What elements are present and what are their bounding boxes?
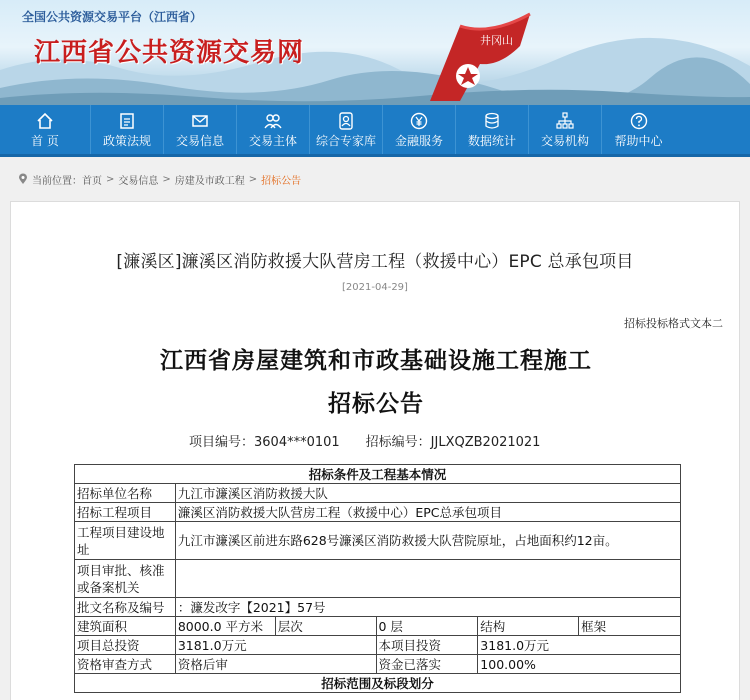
table-row <box>75 522 681 560</box>
cell-value: 100.00% <box>478 655 681 674</box>
id-line <box>189 431 540 450</box>
project-number: 项目编号：3604***0101 <box>189 435 340 450</box>
table-row <box>75 484 681 503</box>
person-badge-icon <box>337 112 355 130</box>
cell-value: 框架 <box>579 617 681 636</box>
section-header: 招标条件及工程基本情况 <box>75 465 681 484</box>
table-row <box>75 617 681 636</box>
database-icon <box>483 112 501 130</box>
cell-value: 8000.0 平方米 <box>175 617 275 636</box>
cell-label: 工程项目建设地址 <box>75 522 176 560</box>
cell-label: 项目审批、核准或备案机关 <box>75 560 176 598</box>
cell-label: 建筑面积 <box>75 617 176 636</box>
nav-item-home[interactable] <box>0 105 91 154</box>
cell-value: 3181.0万元 <box>478 636 681 655</box>
article-date: [2021-04-29] <box>342 282 408 293</box>
site-title[interactable]: 江西省公共资源交易网 <box>34 38 305 68</box>
yen-icon <box>410 112 428 130</box>
location-pin-icon <box>18 173 28 185</box>
breadcrumb-trade-info[interactable]: 交易信息 <box>118 175 159 187</box>
red-flag-logo <box>420 6 540 105</box>
nav-item-policy[interactable] <box>91 105 164 154</box>
nav-item-institutions[interactable] <box>529 105 602 154</box>
cell-label: 资金已落实 <box>376 655 478 674</box>
breadcrumb: 当前位置： 首页 > 交易信息 > 房建及市政工程 > 招标公告 <box>0 157 750 201</box>
article-title: [濂溪区]濂溪区消防救援大队营房工程（救援中心）EPC 总承包项目 <box>116 252 634 272</box>
table-row <box>75 503 681 522</box>
main-nav <box>0 105 750 157</box>
breadcrumb-construction[interactable]: 房建及市政工程 <box>174 175 245 187</box>
cell-value: 九江市濂溪区消防救援大队 <box>175 484 680 503</box>
notice-heading: 江西省房屋建筑和市政基础设施工程施工 <box>160 348 592 374</box>
site-banner <box>0 0 750 105</box>
org-tree-icon <box>556 112 574 130</box>
cell-label: 招标工程项目 <box>75 503 176 522</box>
cell-value: 九江市濂溪区前进东路628号濂溪区消防救援大队营院原址，占地面积约12亩。 <box>175 522 680 560</box>
table-row <box>75 598 681 617</box>
platform-subtitle: 全国公共资源交易平台（江西省） <box>22 10 203 24</box>
notice-subheading: 招标公告 <box>328 391 424 417</box>
cell-label: 批文名称及编号 <box>75 598 176 617</box>
nav-label: 交易主体 <box>248 133 297 148</box>
article-panel <box>10 201 740 700</box>
nav-label: 数据统计 <box>467 133 516 148</box>
cell-value: ：濂发改字【2021】57号 <box>175 598 680 617</box>
table-row <box>75 465 681 484</box>
cell-label: 层次 <box>275 617 376 636</box>
cell-value <box>175 560 680 598</box>
cell-value: 0 层 <box>376 617 478 636</box>
breadcrumb-prefix: 当前位置： <box>32 175 82 187</box>
document-icon <box>118 112 136 130</box>
bid-number: 招标编号：JJLXQZB2021021 <box>365 435 541 450</box>
cell-label: 项目总投资 <box>75 636 176 655</box>
cell-label: 结构 <box>478 617 579 636</box>
cell-value: 濂溪区消防救援大队营房工程（救援中心）EPC总承包项目 <box>175 503 680 522</box>
table-row <box>75 655 681 674</box>
nav-label: 政策法规 <box>102 133 151 148</box>
nav-label: 交易信息 <box>175 133 224 148</box>
flag-text: 井冈山 <box>480 34 513 47</box>
nav-item-trade-info[interactable] <box>164 105 237 154</box>
format-note: 招标投标格式文本二 <box>624 317 723 330</box>
group-icon <box>264 112 282 130</box>
home-icon <box>36 112 54 130</box>
nav-item-statistics[interactable] <box>456 105 529 154</box>
bid-info-table <box>74 464 681 693</box>
breadcrumb-current: 招标公告 <box>261 175 302 187</box>
help-icon <box>630 112 648 130</box>
nav-label: 首 页 <box>31 133 59 148</box>
cell-value: 资格后审 <box>175 655 376 674</box>
section-header: 招标范围及标段划分 <box>75 674 681 693</box>
cell-label: 资格审查方式 <box>75 655 176 674</box>
breadcrumb-home[interactable]: 首页 <box>82 175 102 187</box>
table-row <box>75 560 681 598</box>
nav-label: 综合专家库 <box>315 133 376 148</box>
nav-item-help[interactable] <box>602 105 675 154</box>
nav-label: 金融服务 <box>394 133 443 148</box>
table-row <box>75 636 681 655</box>
cell-label: 招标单位名称 <box>75 484 176 503</box>
mail-icon <box>191 112 209 130</box>
nav-item-trade-subject[interactable] <box>237 105 310 154</box>
nav-label: 帮助中心 <box>614 133 663 148</box>
cell-label: 本项目投资 <box>376 636 478 655</box>
cell-value: 3181.0万元 <box>175 636 376 655</box>
nav-item-finance[interactable] <box>383 105 456 154</box>
nav-item-expert-pool[interactable] <box>310 105 383 154</box>
nav-label: 交易机构 <box>540 133 589 148</box>
table-row <box>75 674 681 693</box>
